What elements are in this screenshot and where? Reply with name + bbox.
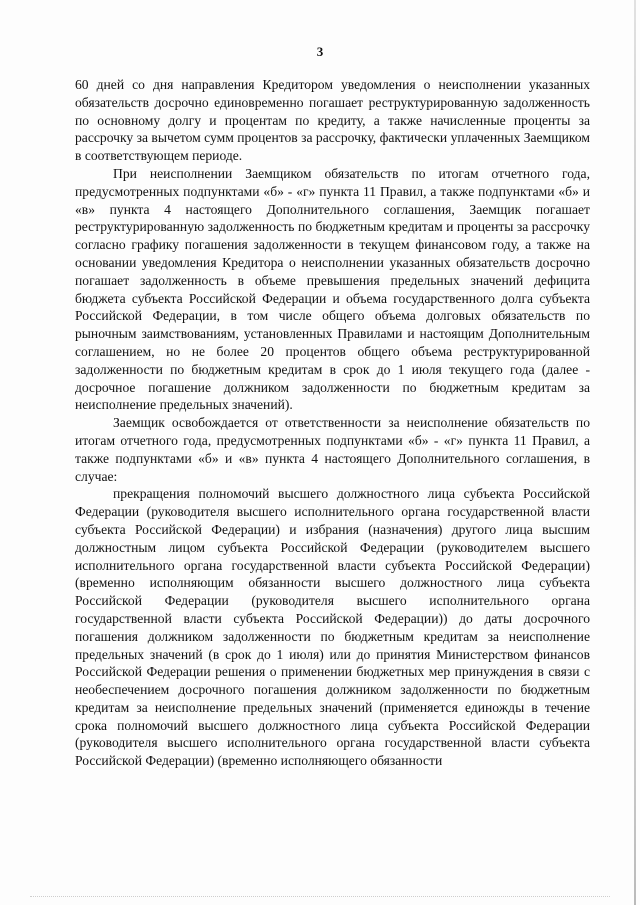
- paragraph-termination-of-powers: прекращения полномочий высшего должностного лица субъекта Российской Федерации (руководителя высшего исполнительного органа государственной власти субъекта Российской Федерации) и избрания (назначения) другого лица высшим должностным лицом субъекта Российской Федерации (руководителем высшего исполнительного органа государственной власти субъекта Российской Федерации) (временно исполняющим обязанности высшего должностного лица субъекта Российской Федерации (руководителя высшего исполнительного органа государственной власти субъекта Российской Федерации)) до даты досрочного погашения должником задолженности по бюджетным кредитам за неисполнение предельных значений (в срок до 1 июля) или до принятия Министерством финансов Российской Федерации решения о применении бюджетных мер принуждения в связи с необеспечением досрочного погашения должником задолженности по бюджетным кредитам за неисполнение предельных значений (применяется единожды в течение срока полномочий высшего должностного лица субъекта Российской Федерации (руководителя высшего исполнительного органа государственной власти субъекта Российской Федерации) (временно исполняющего обязанности: [75, 486, 590, 769]
- paragraph-non-fulfillment: При неисполнении Заемщиком обязательств по итогам отчетного года, предусмотренных подпунктами «б» - «г» пункта 11 Правил, а также подпунктами «б» и «в» пункта 4 настоящего Дополнительного соглашения, Заемщик погашает реструктурированную задолженность по бюджетным кредитам и проценты за рассрочку согласно графику погашения задолженности в текущем финансовом году, а также на основании уведомления Кредитора о неисполнении указанных обязательств досрочно погашает задолженность в объеме превышения предельных значений дефицита бюджета субъекта Российской Федерации и объема государственного долга субъекта Российской Федерации, в том числе общего объема долговых обязательств по рыночным заимствованиям, установленных Правилами и настоящим Дополнительным соглашением, но не более 20 процентов общего объема реструктурированной задолженности по бюджетным кредитам в срок до 1 июля текущего года (далее - досрочное погашение должником задолженности по бюджетным кредитам за неисполнение предельных значений).: [75, 165, 590, 413]
- page-number: 3: [316, 44, 324, 59]
- scan-edge-shadow: [634, 0, 636, 905]
- scan-bottom-artifact: [30, 895, 610, 897]
- paragraph-exemption: Заемщик освобождается от ответственности за неисполнение обязательств по итогам отчетного года, предусмотренных подпунктами «б» - «г» пункта 11 Правил, а также подпунктами «б» и «в» пункта 4 настоящего Дополнительного соглашения, в случае:: [75, 415, 590, 484]
- document-body: [75, 76, 590, 770]
- paragraph-continuation: 60 дней со дня направления Кредитором уведомления о неисполнении указанных обязательств досрочно единовременно погашает реструктурированную задолженность по основному долгу и процентам по кредиту, а также начисленные проценты за рассрочку за вычетом сумм процентов за рассрочку, фактически уплаченных Заемщиком в соответствующем периоде.: [75, 77, 590, 164]
